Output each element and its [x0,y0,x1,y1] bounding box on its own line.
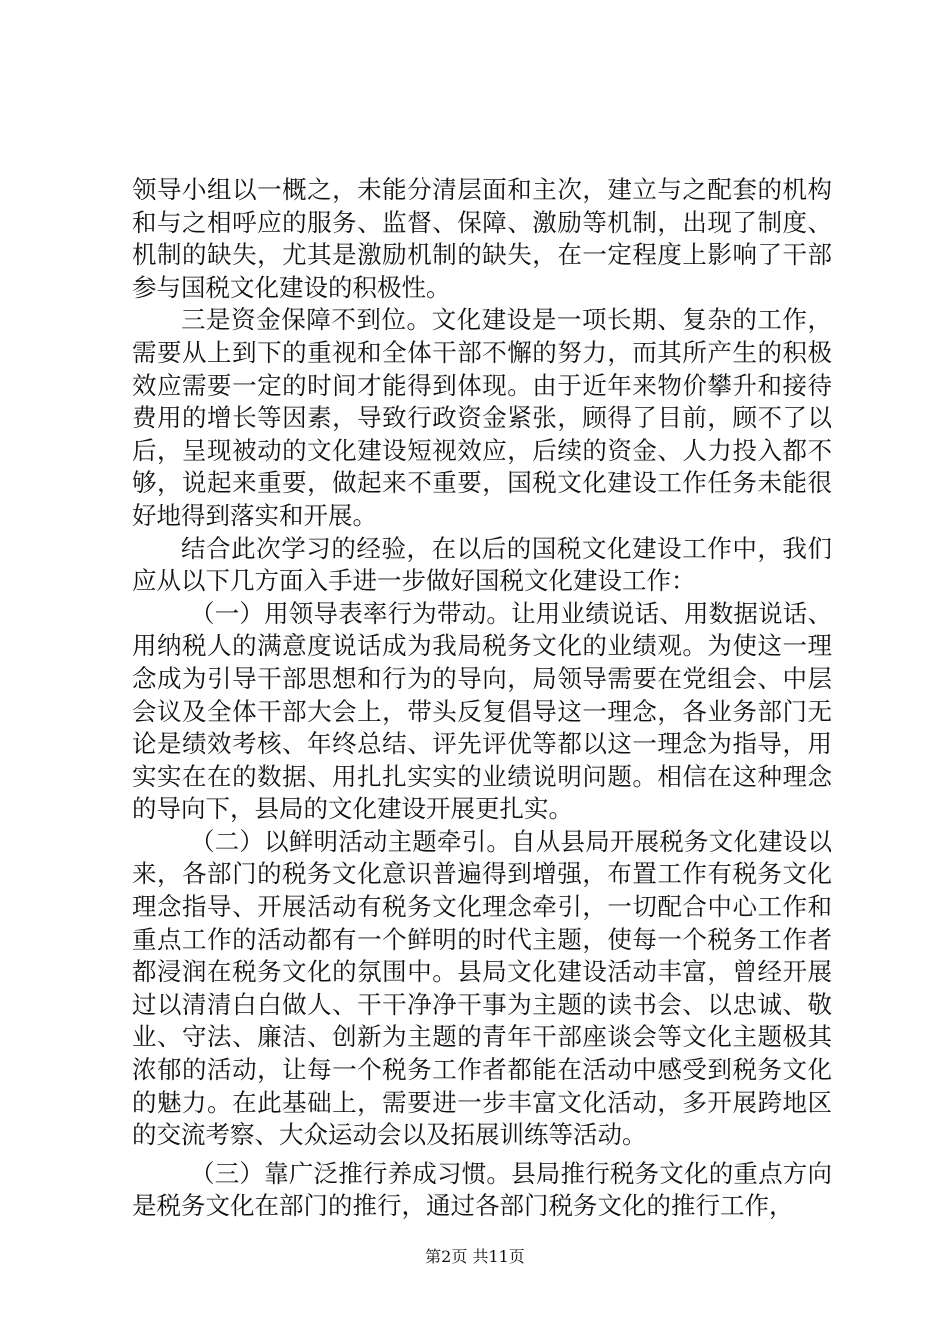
page-footer: 第2页 共11页 [425,1247,525,1266]
paragraph: （二）以鲜明活动主题牵引。自从县局开展税务文化建设以来，各部门的税务文化意识普遍得到增强，布置工作有税务文化理念指导、开展活动有税务文化理念牵引，一切配合中心工作和重点工作的活动都有一个鲜明的时代主题，使每一个税务工作者都浸润在税务文化的氛围中。县局文化建设活动丰富，曾经开展过以清清白白做人、干干净净干事为主题的读书会、以忠诚、敬业、守法、廉洁、创新为主题的青年干部座谈会等文化主题极其浓郁的活动，让每一个税务工作者都能在活动中感受到税务文化的魅力。在此基础上，需要进一步丰富文化活动，多开展跨地区的交流考察、大众运动会以及拓展训练等活动。 [132,826,832,1150]
paragraph: 结合此次学习的经验，在以后的国税文化建设工作中，我们应从以下几方面入手进一步做好国税文化建设工作： [132,533,832,596]
paragraph: （三）靠广泛推行养成习惯。县局推行税务文化的重点方向是税务文化在部门的推行，通过各部门税务文化的推行工作， [132,1158,832,1221]
paragraph: （一）用领导表率行为带动。让用业绩说话、用数据说话、用纳税人的满意度说话成为我局税务文化的业绩观。为使这一理念成为引导干部思想和行为的导向，局领导需要在党组会、中层会议及全体干部大会上，带头反复倡导这一理念，各业务部门无论是绩效考核、年终总结、评先评优等都以这一理念为指导，用实实在在的数据、用扎扎实实的业绩说明问题。相信在这种理念的导向下，县局的文化建设开展更扎实。 [132,598,832,824]
document-body [132,174,832,1223]
paragraph: 三是资金保障不到位。文化建设是一项长期、复杂的工作，需要从上到下的重视和全体干部不懈的努力，而其所产生的积极效应需要一定的时间才能得到体现。由于近年来物价攀升和接待费用的增长等因素，导致行政资金紧张，顾得了目前，顾不了以后，呈现被动的文化建设短视效应，后续的资金、人力投入都不够，说起来重要，做起来不重要，国税文化建设工作任务未能很好地得到落实和开展。 [132,305,832,530]
paragraph: 领导小组以一概之，未能分清层面和主次，建立与之配套的机构和与之相呼应的服务、监督、保障、激励等机制，出现了制度、机制的缺失，尤其是激励机制的缺失，在一定程度上影响了干部参与国税文化建设的积极性。 [132,175,832,302]
